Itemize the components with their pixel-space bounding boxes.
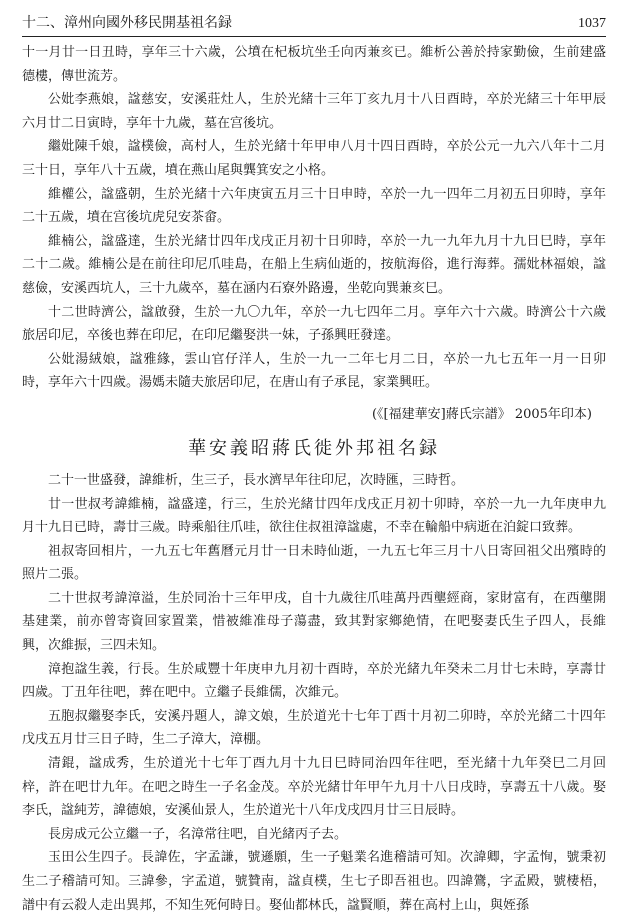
paragraph: 玉田公生四子。長諱佐，字孟謙，號遜願，生一子魁業名進稽請可知。次諱卿，字孟恂，號秉初生二子稽請可知。三諱參，字孟道，號贊南，諡貞樸，生七子即吾祖也。四諱鷟，字孟殿，號棲梧，譜中有云殺人走出異邦，不知生死何時日。娶仙都林氏，諡賢順，葬在高村上山，與姪孫 (22, 850, 606, 913)
paragraph: 繼妣陳千娘，諡樸儉，高村人，生於光緒十年甲申八月十四日酉時，卒於公元一九六八年十二月三十日，享年八十五歲，墳在燕山尾與龔箕安之小格。 (22, 139, 606, 178)
paragraph: 二十一世盛發，諱維析，生三子，長水濟早年往印尼，次時匯，三時哲。 (48, 472, 465, 488)
paragraph: 五胞叔繼娶李氏，安溪丹題人，諱文娘，生於道光十七年丁酉十月初二卯時，卒於光緒二十四年戊戌五月廿三日子時，生二子漳大，漳棚。 (22, 708, 606, 748)
paragraph: 公妣李燕娘，諡慈安，安溪莊灶人，生於光緒十三年丁亥九月十八日酉時，卒於光緒三十年甲辰六月廿二日寅時，享年十九歲，墓在宫後坑。 (22, 92, 606, 131)
running-header (22, 2, 606, 37)
paragraph: 長房成元公立繼一子，名漳常往吧，自光緒丙子去。 (48, 826, 348, 842)
paragraph: 清錕，諡成秀，生於道光十七年丁酉九月十九日巳時同治四年往吧，至光緒十九年癸巳二月回梓，許在吧廿九年。在吧之時生一子名金茂。卒於光緒廿年甲午九月十八日戌時，享壽五十八歲。娶李氏，諡純芳，諱德娘，安溪仙景人，生於道光十八年戊戌四月廿三日辰時。 (22, 756, 606, 819)
page-number: 1037 (578, 16, 606, 31)
paragraph: 二十世叔考諱漳溢，生於同治十三年甲戌，自十九歲往爪哇萬丹西壟經商，家財富有，在西壟開基建業，前亦曾寄資回家置業，惜被維准母子蕩盡，致其對家鄉絶情，在吧娶妻氏生子四人，長維興，次維振，三四未知。 (22, 590, 606, 654)
section-body (22, 469, 606, 917)
paragraph: 十一月廿一日丑時，享年三十六歲，公墳在杞板坑坐壬向丙兼亥已。維析公善於持家勤儉，生前建盛德樓，傳世流芳。 (22, 45, 606, 84)
paragraph: 祖叔寄回相片，一九五七年舊曆元月廿一日未時仙逝，一九五七年三月十八日寄回祖父出殯時的照片二張。 (22, 543, 606, 583)
paragraph: 廿一世叔考諱維楠，諡盛達，行三，生於光緒廿四年戊戌正月初十卯時，卒於一九一九年庚申九月十九日已時，壽廿三歲。時乘船往爪哇，欲往住叔祖漳諡處，不幸在輪船中病逝在泊錠口致葬。 (22, 496, 606, 536)
header-title: 十二、漳州向國外移民開基祖名録 (22, 15, 232, 31)
document-page (0, 2, 628, 911)
paragraph: 維權公，諡盛朝，生於光緒十六年庚寅五月三十日申時，卒於一九一四年二月初五日卯時，享年二十五歲，墳在宫後坑虎兒安茶畲。 (22, 186, 606, 226)
section-continued-text (22, 41, 606, 395)
paragraph: 十二世時濟公，諡啟發，生於一九〇九年，卒於一九七四年二月。享年六十六歲。時濟公十六歲旅居印尼，卒後也葬在印尼，在印尼繼娶洪一妹，子孫興旺發達。 (22, 304, 606, 344)
section-title: 華安義昭蔣氏徙外邦祖名録 (188, 437, 440, 459)
source-citation: (《[福建華安]蔣氏宗譜》 2005年印本) (371, 406, 592, 422)
paragraph: 公妣湯絨娘，諡雅緣，雲山官仔洋人，生於一九一二年七月二日，卒於一九七五年一月一日卯時，享年六十四歲。湯媽未隨夫旅居印尼，在唐山有子承昆，家業興旺。 (22, 351, 606, 391)
paragraph: 維楠公，諡盛達，生於光緒廿四年戊戌正月初十日卯時，卒於一九一九年九月十九日巳時，享年二十二歲。維楠公是在前往印尼爪哇島，在船上生病仙逝的，按航海俗，進行海葬。孺妣林福娘，諡慈儉，安溪西坑人，三十九歲卒，墓在涵内石寮外路邊，坐乾向巽兼亥巳。 (22, 233, 606, 296)
paragraph: 漳抱諡生義，行長。生於咸豐十年庚申九月初十酉時，卒於光緒九年癸未二月廿七未時，享壽廿四歲。丁丑年往吧，葬在吧中。立繼子長維儒，次維元。 (22, 661, 606, 701)
